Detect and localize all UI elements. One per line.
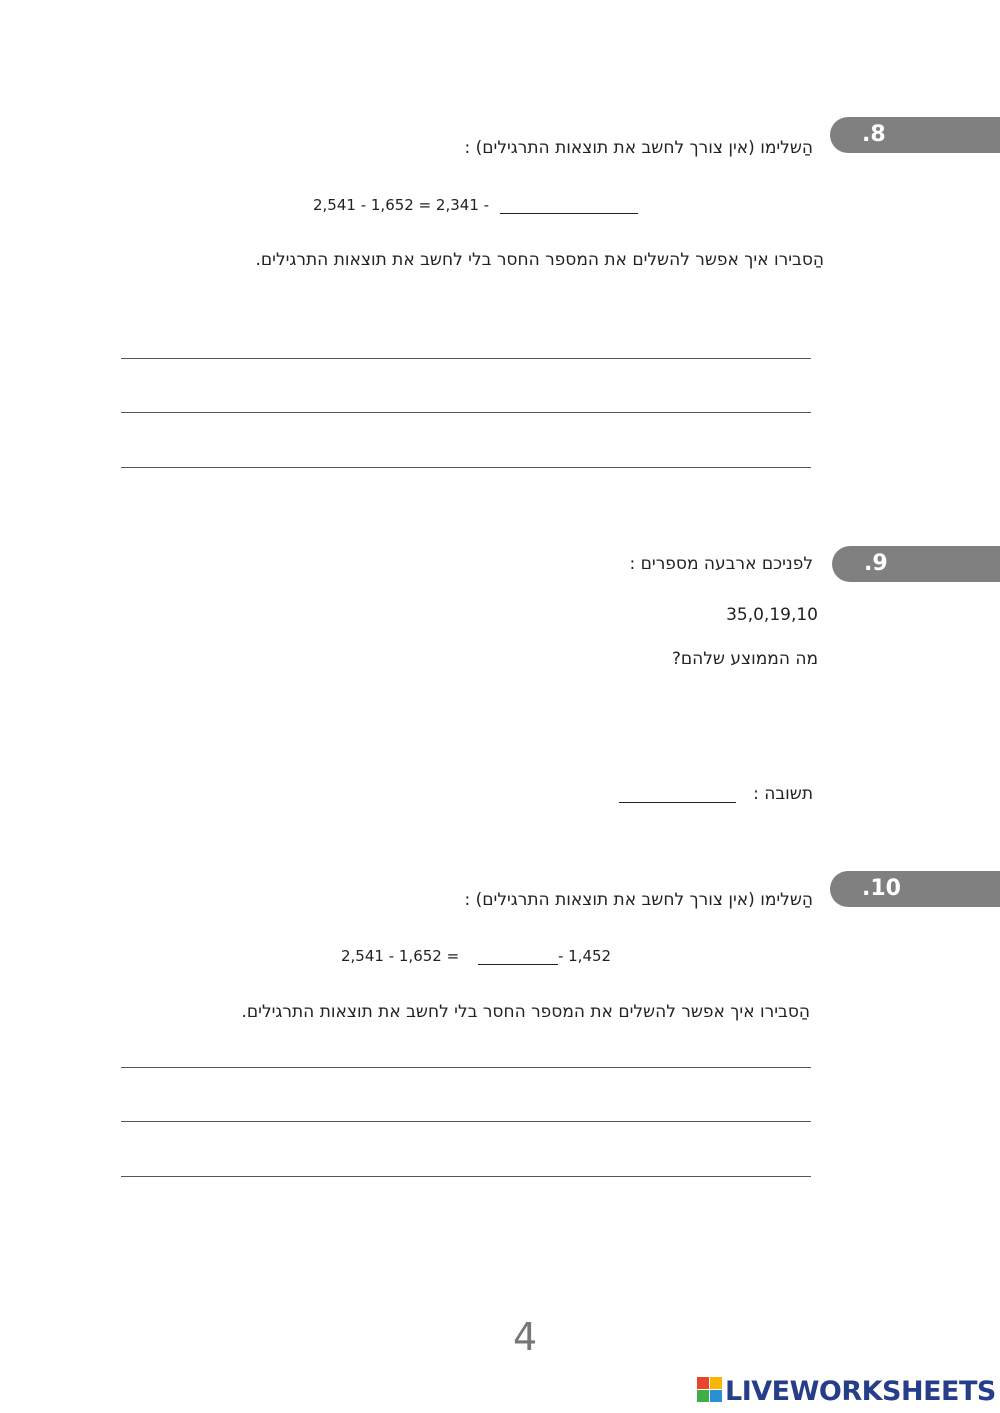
q9-answer-blank[interactable] [619, 786, 736, 803]
q9-question: מה הממוצע שלהם? [671, 649, 818, 669]
question-number-tab: .9 [832, 546, 1000, 582]
q9-numbers: 35,0,19,10 [726, 605, 818, 625]
question-number-tab: .10 [830, 871, 1000, 907]
q10-answer-line-3[interactable] [121, 1176, 811, 1177]
question-number-tab: .8 [830, 117, 1000, 153]
q10-explain: הַסבירו איך אפשר להשלים את המספר החסר בלי לחשב את תוצאות התרגילים. [241, 1002, 810, 1022]
q10-answer-blank[interactable] [478, 950, 558, 965]
q8-answer-line-3[interactable] [121, 467, 811, 468]
q10-answer-line-1[interactable] [121, 1067, 811, 1068]
q8-explain: הַסבירו איך אפשר להשלים את המספר החסר בלי לחשב את תוצאות התרגילים. [255, 250, 824, 270]
q8-instruction: הַשלימו (אין צורך לחשב את תוצאות התרגילים) : [464, 138, 813, 158]
logo-text: LIVEWORKSHEETS [725, 1376, 996, 1407]
q8-answer-line-1[interactable] [121, 358, 811, 359]
q8-equation-text: 2,541 - 1,652 = 2,341 - [313, 196, 490, 214]
q8-answer-blank[interactable] [500, 199, 638, 214]
q10-instruction: הַשלימו (אין צורך לחשב את תוצאות התרגילים) : [464, 890, 813, 910]
q10-answer-line-2[interactable] [121, 1121, 811, 1122]
q10-equation-left: 2,541 - 1,652 = [341, 947, 460, 965]
q8-answer-line-2[interactable] [121, 412, 811, 413]
q10-equation [341, 947, 611, 965]
page-number: 4 [513, 1315, 538, 1359]
q10-equation-right: - 1,452 [557, 947, 612, 965]
q9-answer-label: תשובה : [753, 784, 813, 804]
q8-equation [313, 196, 638, 214]
logo-squares-icon [697, 1377, 723, 1403]
liveworksheets-logo [697, 1376, 996, 1407]
q9-instruction: לפניכם ארבעה מספרים : [629, 554, 813, 574]
